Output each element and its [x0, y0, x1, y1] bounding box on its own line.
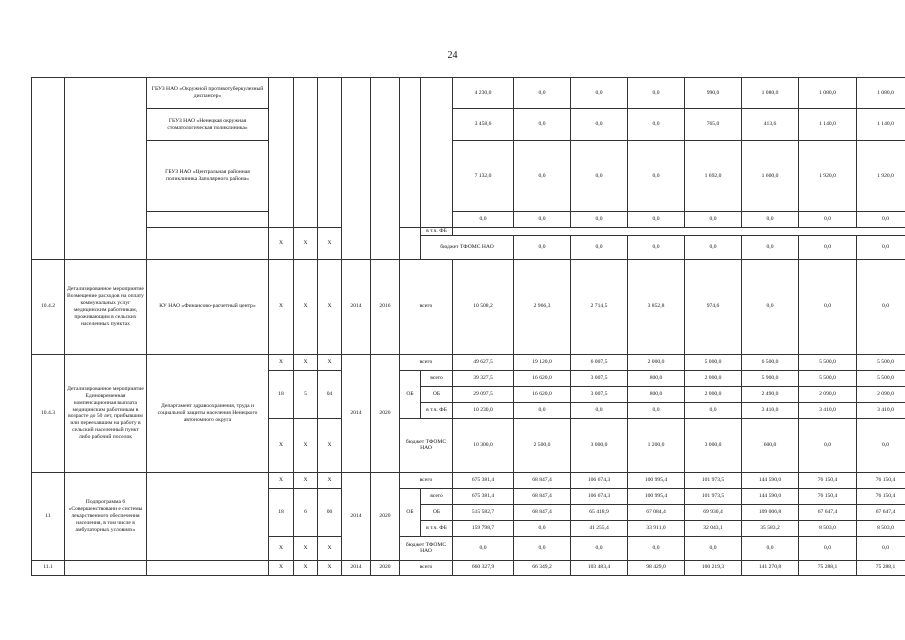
table-row: 18 5 04 ОБ всего 39 327,5 16 620,0 3 007,5 800,0 2 000,0 5 900,0 5 500,0 5 500,0 [32, 370, 905, 386]
cell-org: КУ НАО «Финансово-расчетный центр» [147, 259, 269, 354]
label-fb: в т.ч. ФБ [421, 228, 453, 236]
cell-org: ГБУЗ НАО «Окружной противотуберкулезный диспансер» [147, 78, 269, 109]
table-row: ОБ 29 097,5 16 620,0 3 007,5 800,0 2 000,0 2 490,0 2 090,0 2 090,0 [32, 386, 905, 402]
table-row: 10.4.2 Детализированное мероприятие Возмещение расходов на оплату коммунальных услуг медицинским работникам, проживающим в сельских населенных пунктах КУ НАО «Финансово-расчетный центр» X X X 2014 2016 всего 10 508,2 2 966,3 2 714,5 3 852,8 974,6 0,0 0,0 0,0 [32, 259, 905, 354]
row-number: 10.4.3 [32, 354, 65, 472]
cell-name [65, 78, 147, 260]
cell-org: Департамент здравоохранения, труда и социальной защиты населения Ненецкого автономного округа [147, 354, 269, 472]
table-row: X X X в т.ч. ФБ [32, 228, 905, 236]
table-row: ГБУЗ НАО «Окружной противотуберкулезный диспансер» 4 230,0 0,0 0,0 0,0 990,0 1 080,0 1 080,0 1 080,0 [32, 78, 905, 109]
table-row: X X X бюджет ТФОМС НАО 0,0 0,0 0,0 0,0 0,0 0,0 0,0 0,0 [32, 536, 905, 560]
budget-table [31, 77, 905, 576]
table-row: 0,0 0,0 0,0 0,0 0,0 0,0 0,0 0,0 [32, 212, 905, 228]
row-number: 10.4.2 [32, 259, 65, 354]
row-title: Детализированное мероприятие Возмещение расходов на оплату коммунальных услуг медицинским работникам, проживающим в сельских населенных пунктах [65, 259, 147, 354]
cell-org: ГБУЗ НАО «Центральная районная поликлиника Заполярного района» [147, 141, 269, 212]
table-row: ГБУЗ НАО «Центральная районная поликлиника Заполярного района» 7 132,0 0,0 0,0 0,0 1 692,0 1 600,0 1 920,0 1 920,0 [32, 141, 905, 212]
cell-org: ГБУЗ НАО «Ненецкая окружная стоматологическая поликлиника» [147, 109, 269, 141]
table-row: 10.4.3 Детализированное мероприятие Единовременная компенсационная выплата медицинским работникам в возрасте до 50 лет, прибывшим или переехавшим на работу в сельский населенный пункт либо рабочий поселок Департамент здравоохранения, труда и социальной защиты населения Ненецкого автономного округа X X X 2014 2020 всего 49 627,5 19 120,0 6 007,5 2 000,0 5 000,0 6 500,0 5 500,0 5 500,0 [32, 354, 905, 370]
table-row: 11.1 X X X 2014 2020 всего 660 327,9 66 349,2 103 483,4 98 429,0 100 219,3 141 270,8 75 288,1 75 288,1 [32, 560, 905, 575]
row-number: 11 [32, 472, 65, 560]
cell-num [32, 78, 65, 260]
table-row: в т.ч. ФБ 159 798,7 0,0 41 255,4 33 911,0 32 043,1 35 583,2 8 503,0 8 503,0 [32, 520, 905, 536]
row-number: 11.1 [32, 560, 65, 575]
table-row: ГБУЗ НАО «Ненецкая окружная стоматологическая поликлиника» 3 458,6 0,0 0,0 0,0 765,0 413,6 1 140,0 1 140,0 [32, 109, 905, 141]
row-title: Подпрограмма 6 «Совершенствовани е системы лекарственного обеспечения населения, в том числе в амбулаторных условиях» [65, 472, 147, 560]
table-row: 18 6 00 ОБ всего 675 381,4 68 847,4 106 674,3 100 995,4 101 973,5 144 590,0 76 150,4 76 150,4 [32, 488, 905, 504]
page-number: 24 [447, 50, 458, 61]
table-row: X X X бюджет ТФОМС НАО 10 300,0 2 500,0 3 000,0 1 200,0 3 000,0 600,0 0,0 0,0 [32, 418, 905, 472]
row-title: Детализированное мероприятие Единовременная компенсационная выплата медицинским работникам в возрасте до 50 лет, прибывшим или переехавшим на работу в сельский населенный пункт либо рабочий поселок [65, 354, 147, 472]
table-row: бюджет ТФОМС НАО 0,0 0,0 0,0 0,0 0,0 0,0 0,0 [32, 235, 905, 259]
table-row: ОБ 515 582,7 68 847,4 65 418,9 67 084,4 69 930,4 109 006,8 67 647,4 67 647,4 [32, 504, 905, 520]
table-row: в т.ч. ФБ 10 230,0 0,0 0,0 0,0 0,0 3 410,0 3 410,0 3 410,0 [32, 402, 905, 418]
table-row: 11 Подпрограмма 6 «Совершенствовани е системы лекарственного обеспечения населения, в том числе в амбулаторных условиях» X X X 2014 2020 всего 675 381,4 68 847,4 106 674,3 100 995,4 101 973,5 144 590,0 76 150,4 76 150,4 [32, 472, 905, 488]
label-tfoms: бюджет ТФОМС НАО [421, 235, 514, 259]
